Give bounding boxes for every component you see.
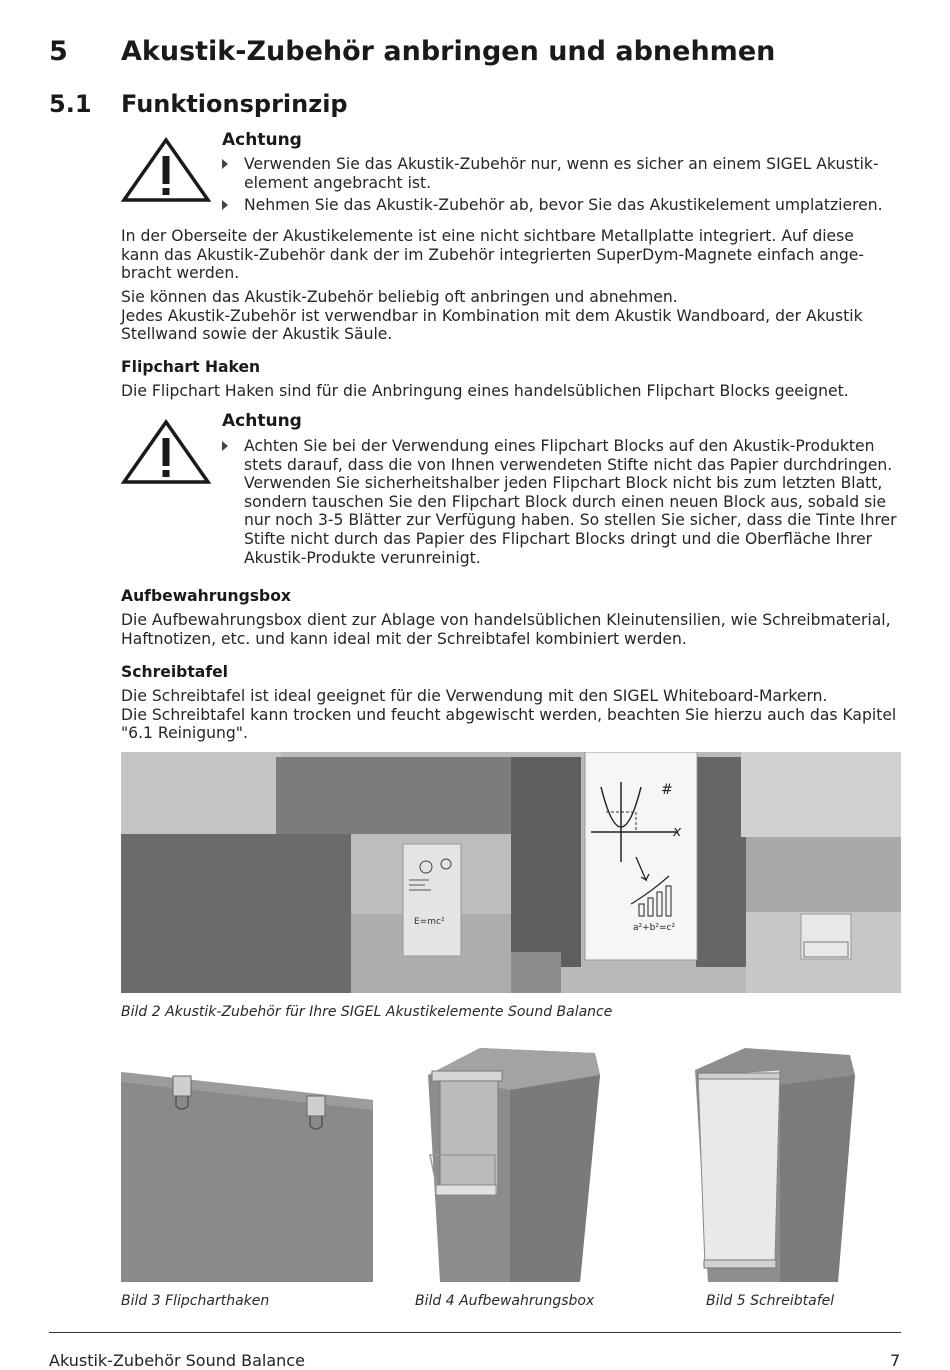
figure-caption: Bild 4 Aufbewahrungsbox: [415, 1293, 595, 1309]
figure-caption: Bild 5 Schreibtafel: [706, 1293, 835, 1309]
figure-acoustic-wall-photo: [121, 752, 901, 993]
box-heading: Aufbewahrungsbox: [121, 587, 291, 605]
warning-triangle-icon: [121, 418, 211, 486]
figure-flipchart-hooks-photo: [121, 1070, 373, 1282]
intro-paragraph: Sie können das Akustik-Zubehör beliebig oft anbringen und abnehmen. Jedes Akustik-Zubehör ist verwendbar in Kombination mit dem Akustik Wandboard, der Akustik Stellwand sowie der Akustik Säule.: [121, 288, 863, 344]
flipchart-text: Die Flipchart Haken sind für die Anbringung eines handelsüblichen Flipchart Blocks geeignet.: [121, 382, 849, 400]
chapter-title: Akustik-Zubehör anbringen und abnehmen: [121, 36, 776, 67]
figure-whiteboard-photo: [690, 1045, 860, 1282]
warning-list: [222, 155, 922, 215]
sketch-label-hash: #: [661, 782, 673, 798]
sketch-label-x: x: [673, 824, 682, 840]
footer-divider: [49, 1332, 901, 1333]
warning-item: Verwenden Sie das Akustik-Zubehör nur, wenn es sicher an einem SIGEL Akustik- element angebracht ist.: [222, 155, 922, 192]
box-text: Die Aufbewahrungsbox dient zur Ablage von handelsüblichen Kleinutensilien, wie Schreibmaterial, Haftnotizen, etc. und kann ideal mit der Schreibtafel kombiniert werden.: [121, 611, 891, 648]
warning-item: Achten Sie bei der Verwendung eines Flipchart Blocks auf den Akustik-Produkten stets darauf, dass die von Ihnen verwendeten Stifte nicht das Papier durchdringen. Verwenden Sie sicherheitshalber jeden Flipchart Block nicht bis zum letzten Blatt, sondern tauschen Sie den Flipchart Block durch einen neuen Block aus, sobald sie nur noch 3-5 Blätter zur Verfügung haben. So stellen Sie sicher, dass die Tinte Ihrer Stifte nicht durch das Papier des Flipchart Blocks dringt und die Oberfläche Ihrer Akustik-Produkte verunreinigt.: [222, 437, 922, 567]
section-number: 5.1: [49, 90, 92, 118]
warning-title: Achtung: [222, 130, 302, 150]
figure-caption: Bild 3 Flipcharthaken: [121, 1293, 270, 1309]
board-heading: Schreibtafel: [121, 663, 229, 681]
page-number: 7: [890, 1351, 901, 1370]
sketch-label-pythagoras: a²+b²=c²: [633, 923, 676, 933]
intro-paragraph: In der Oberseite der Akustikelemente ist eine nicht sichtbare Metallplatte integriert. Auf diese kann das Akustik-Zubehör dank der im Zubehör integrierten SuperDym-Magnete einfach ange- bracht werden.: [121, 227, 864, 283]
warning-item: Nehmen Sie das Akustik-Zubehör ab, bevor Sie das Akustikelement umplatzieren.: [222, 196, 922, 215]
figure-storage-box-photo: [400, 1045, 610, 1282]
footer-title: Akustik-Zubehör Sound Balance: [49, 1351, 305, 1370]
flipchart-heading: Flipchart Haken: [121, 358, 261, 376]
sketch-label-emc: E=mc²: [414, 917, 445, 927]
warning-list: [222, 437, 922, 567]
board-text: Die Schreibtafel ist ideal geeignet für die Verwendung mit den SIGEL Whiteboard-Markern. Die Schreibtafel kann trocken und feucht abgewischt werden, beachten Sie hierzu auch das Kapitel "6.1 Reinigung".: [121, 687, 897, 743]
warning-title: Achtung: [222, 411, 302, 431]
section-title: Funktionsprinzip: [121, 90, 348, 118]
chapter-number: 5: [49, 36, 68, 67]
warning-triangle-icon: [121, 136, 211, 204]
figure-caption: Bild 2 Akustik-Zubehör für Ihre SIGEL Akustikelemente Sound Balance: [121, 1004, 613, 1020]
